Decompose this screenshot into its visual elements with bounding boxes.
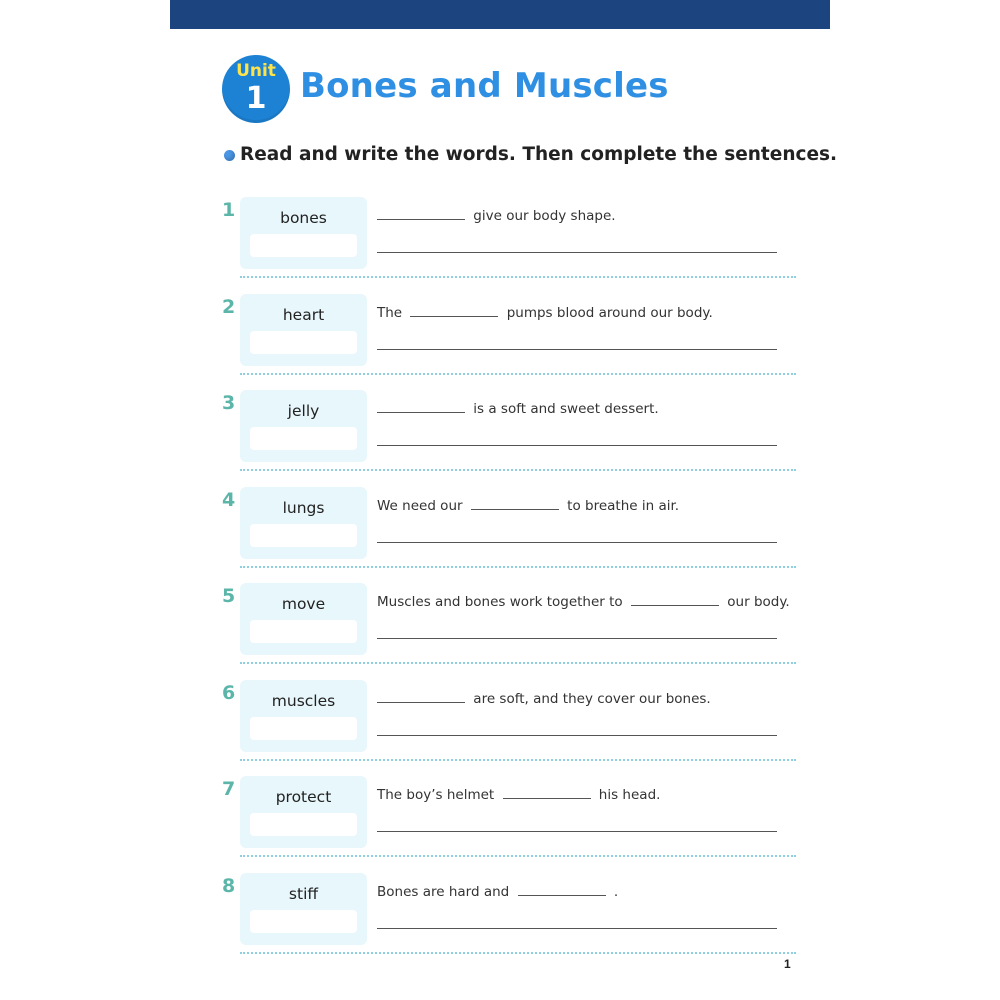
word-write-field[interactable] (250, 620, 357, 643)
sentence (377, 786, 660, 803)
item-number: 1 (222, 199, 236, 221)
answer-line[interactable] (377, 638, 777, 639)
vocab-word: muscles (271, 691, 336, 710)
sentence (377, 497, 679, 514)
unit-badge (222, 55, 290, 123)
page-title: Bones and Muscles (300, 66, 669, 106)
word-write-field[interactable] (250, 717, 357, 740)
item-number: 4 (222, 488, 236, 511)
sentence-blank[interactable] (377, 400, 465, 413)
vocab-word: lungs (282, 498, 325, 517)
sentence-after: our body. (727, 594, 790, 610)
sentence-before: Muscles and bones work together to (377, 594, 623, 610)
sentence-before: We need our (377, 497, 463, 514)
sentence-blank[interactable] (377, 207, 465, 220)
vocab-word: move (281, 595, 326, 613)
vocab-word: protect (275, 788, 332, 806)
word-box (240, 487, 367, 559)
sentence (377, 207, 616, 224)
item-number: 5 (222, 585, 236, 607)
dotted-divider (240, 566, 796, 568)
word-write-field[interactable] (250, 234, 357, 257)
unit-number: 1 (245, 81, 267, 116)
sentence-after: is a soft and sweet dessert. (473, 401, 659, 417)
sentence-after: his head. (598, 787, 661, 803)
word-write-field[interactable] (250, 427, 357, 450)
exercise-item (170, 390, 830, 487)
answer-line[interactable] (377, 831, 777, 832)
vocab-word: bones (280, 209, 327, 227)
sentence-before: Bones are hard and (377, 883, 510, 900)
sentence (377, 883, 618, 900)
word-write-field[interactable] (250, 524, 357, 547)
word-box (240, 583, 367, 655)
word-write-field[interactable] (250, 331, 357, 354)
top-color-band (170, 0, 830, 29)
sentence-before: The (377, 304, 403, 321)
dotted-divider (240, 662, 796, 664)
vocab-word: heart (282, 305, 325, 324)
word-write-field[interactable] (250, 910, 357, 933)
answer-line[interactable] (377, 928, 777, 929)
item-number: 3 (222, 392, 236, 414)
sentence-after: to breathe in air. (567, 497, 680, 514)
word-box (240, 390, 367, 462)
sentence-after: pumps blood around our body. (506, 304, 713, 321)
dotted-divider (240, 759, 796, 761)
sentence-after: are soft, and they cover our bones. (473, 690, 711, 707)
page-number: 1 (784, 957, 791, 971)
sentence (377, 690, 711, 707)
word-box (240, 197, 367, 269)
item-number: 7 (222, 778, 236, 800)
sentence-after: give our body shape. (473, 208, 616, 224)
answer-line[interactable] (377, 735, 777, 736)
bullet-dot-icon (224, 150, 235, 161)
dotted-divider (240, 952, 796, 954)
sentence-blank[interactable] (518, 883, 606, 896)
sentence-after: . (613, 883, 619, 900)
exercise-item (170, 197, 830, 294)
exercise-item (170, 776, 830, 873)
dotted-divider (240, 469, 796, 471)
word-box (240, 776, 367, 848)
item-number: 2 (222, 295, 236, 318)
answer-line[interactable] (377, 542, 777, 543)
vocab-word: jelly (287, 402, 320, 420)
item-number: 8 (222, 874, 236, 897)
sentence (377, 304, 713, 321)
instruction-text: Read and write the words. Then complete the sentences. (240, 144, 838, 165)
dotted-divider (240, 373, 796, 375)
exercise-item (170, 873, 830, 970)
exercise-item (170, 583, 830, 680)
worksheet-page (170, 0, 838, 1000)
vocab-word: stiff (288, 884, 319, 903)
answer-line[interactable] (377, 445, 777, 446)
answer-line[interactable] (377, 349, 777, 350)
exercise-item (170, 680, 830, 777)
sentence-blank[interactable] (377, 690, 465, 703)
sentence-blank[interactable] (471, 497, 559, 510)
sentence (377, 593, 790, 610)
sentence-blank[interactable] (503, 786, 591, 799)
word-box (240, 294, 367, 366)
dotted-divider (240, 276, 796, 278)
sentence-before: The boy’s helmet (377, 787, 495, 803)
word-box (240, 873, 367, 945)
word-write-field[interactable] (250, 813, 357, 836)
word-box (240, 680, 367, 752)
answer-line[interactable] (377, 252, 777, 253)
dotted-divider (240, 855, 796, 857)
item-number: 6 (222, 681, 236, 704)
sentence (377, 400, 659, 417)
exercise-item (170, 487, 830, 584)
unit-label: Unit (236, 61, 276, 81)
exercise-item (170, 294, 830, 391)
sentence-blank[interactable] (631, 593, 719, 606)
sentence-blank[interactable] (410, 304, 498, 317)
